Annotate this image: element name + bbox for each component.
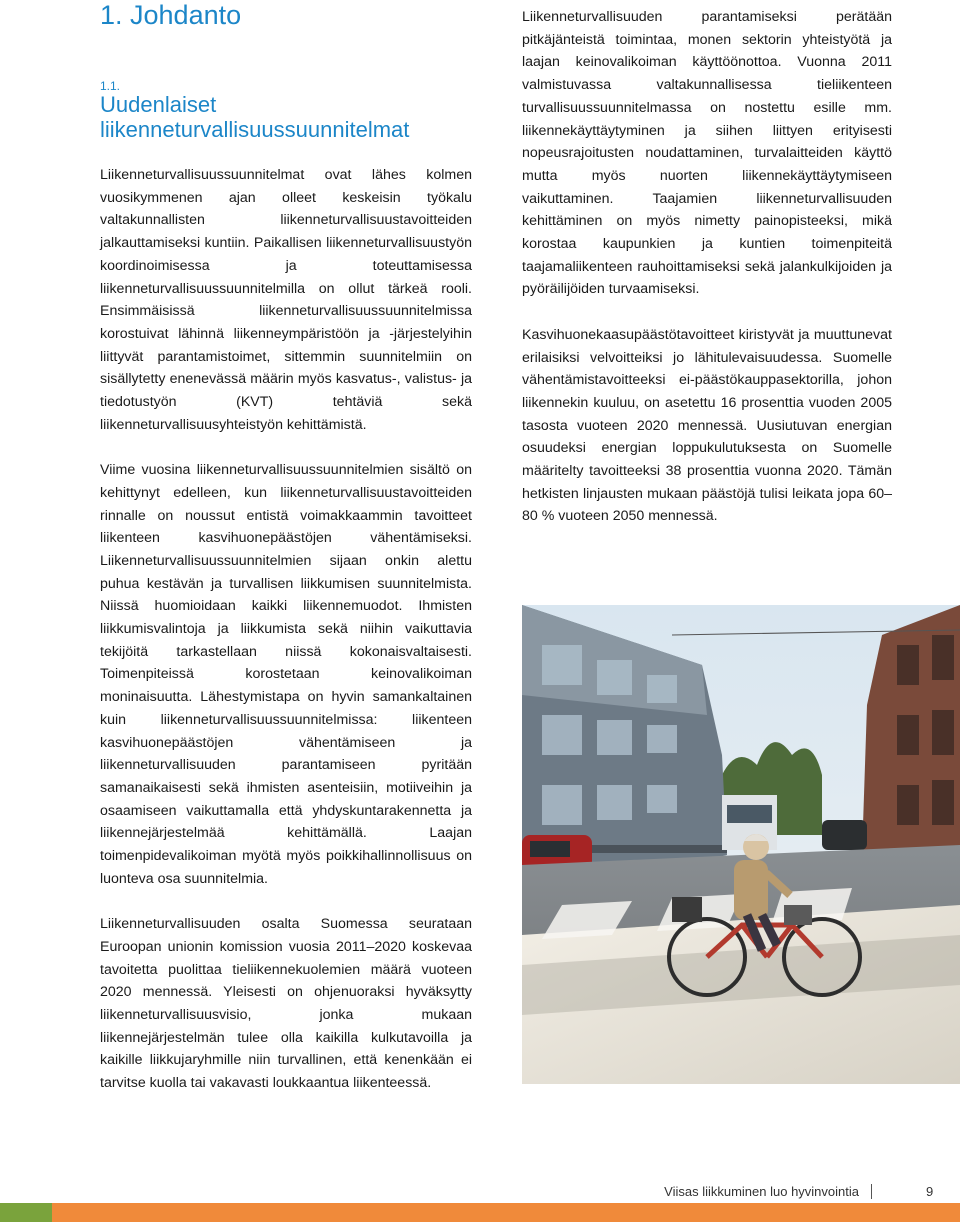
body-paragraph: Liikenneturvallisuuden parantamiseksi perätään pitkäjänteistä toimintaa, monen sektorin yhteistyötä ja laajan keinovalikoiman käyttöönottoa. Vuonna 2011 valmistuvassa valtakunnallisessa tieliikenteen turvallisuussuunnitelmassa on nostettu esille mm. liikennekäyttäytyminen ja siihen liittyen erityisesti nopeusrajoitusten noudattaminen, turvalaitteiden käyttö mutta myös nuorten liikennekäyttäytymiseen vaikuttaminen. Taajamien liikenneturvallisuuden kehittäminen on myös nimetty painopisteeksi, mikä korostaa kaupunkien ja kuntien toimenpiteitä taajamaliikenteen rauhoittamiseksi sekä jalankulkijoiden ja pyöräilijöiden turvaamiseksi. bbox=[522, 9, 892, 298]
footer-divider bbox=[871, 1184, 872, 1199]
left-text-column bbox=[100, 164, 472, 1117]
footer-publication-title: Viisas liikkuminen luo hyvinvointia bbox=[664, 1184, 859, 1199]
chapter-title: 1. Johdanto bbox=[100, 0, 242, 30]
body-paragraph: Liikenneturvallisuuden osalta Suomessa seurataan Euroopan unionin komission vuosia 2011–2020 koskevaa tavoitetta puolittaa tieliikennekuolemien määrä vuoteen 2020 mennessä. Yleisesti on ohjenuoraksi hyväksytty liikenneturvallisuusvisio, jonka mukaan liikennejärjestelmän tulee olla kaikilla kulkutavoilla ja kaikille liikkujaryhmille niin turvallinen, että kenenkään ei tarvitse kuolla tai vakavasti loukkaantua liikenteessä. bbox=[100, 916, 472, 1092]
right-text-column bbox=[522, 6, 892, 551]
footer-bar-orange bbox=[52, 1203, 960, 1222]
body-paragraph: Viime vuosina liikenneturvallisuussuunnitelmien sisältö on kehittynyt edelleen, kun liikenneturvallisuustavoitteiden rinnalle on noussut entistä voimakkaammin tavoitteet liikenteen kasvihuonepäästöjen vähentämiseksi. Liikenneturvallisuussuunnitelmien sijaan onkin alettu puhua kestävän ja turvallisen liikkumisen suunnitelmista. Niissä huomioidaan kaikki liikennemuodot. Ihmisten liikkumisvalintoja ja liikkumista sekä niihin vaikuttavia tekijöitä tarkastellaan niissä kokonaisvaltaisesti. Toimenpiteissä korostetaan keinovalikoiman moninaisuutta. Lähestymistapa on hyvin samankaltainen kuin liikenneturvallisuussuunnitelmissa: liikenteen kasvihuonepäästöjen vähentämiseen ja liikenneturvallisuuden parantamiseen pyritään samanaikaisesti sekä ihmisten asenteisiin, motiiveihin ja osaamiseen vaikuttamalla että yhdyskuntarakennetta ja liikennejärjestelmää kehittämällä. Laajan toimenpidevalikoiman myötä myös poikkihallinnollisuus on luonteva osa suunnitelmia. bbox=[100, 462, 472, 887]
section-title: Uudenlaiset liikenneturvallisuussuunnitelmat bbox=[100, 92, 410, 142]
body-paragraph: Kasvihuonekaasupäästötavoitteet kiristyvät ja muuttunevat erilaisiksi velvoitteiksi jo lähitulevaisuudessa. Suomelle vähentämistavoitteeksi ei-päästökauppasektorilla, johon liikennekin kuuluu, on asetettu 16 prosenttia vuoden 2005 tasosta vuoteen 2020 mennessä. Uusiutuvan energian osuudeksi energian loppukulutuksesta on Suomelle määritelty tavoitteeksi 38 prosenttia vuonna 2020. Tämän hetkisten linjausten mukaan päästöjä tulisi leikata jopa 60–80 % vuoteen 2050 mennessä. bbox=[522, 326, 892, 525]
page-number: 9 bbox=[926, 1184, 934, 1199]
section-number: 1.1. bbox=[100, 79, 121, 93]
photo-illustration bbox=[522, 605, 960, 1084]
footer-bar-green bbox=[0, 1203, 52, 1222]
body-paragraph: Liikenneturvallisuussuunnitelmat ovat lähes kolmen vuosikymmenen ajan olleet keskeisin työkalu valtakunnallisten liikenneturvallisuustavoitteiden jalkauttamiseksi kuntiin. Paikallisen liikenneturvallisuustyön koordinoimisessa ja toteuttamisessa liikenneturvallisuussuunnitelmilla on ollut tärkeä rooli. Ensimmäisissä liikenneturvallisuussuunnitelmissa korostuivat lähinnä liikenneympäristöön ja -järjestelyihin liittyvät parantamistoimet, sittemmin suunnitelmiin on sisällytetty enenevässä määrin myös kasvatus-, valistus- ja tiedotustyön (KVT) tehtäviä sekä liikenneturvallisuusyhteistyön kehittämistä. bbox=[100, 167, 472, 433]
street-cyclist-photo bbox=[522, 605, 960, 1084]
